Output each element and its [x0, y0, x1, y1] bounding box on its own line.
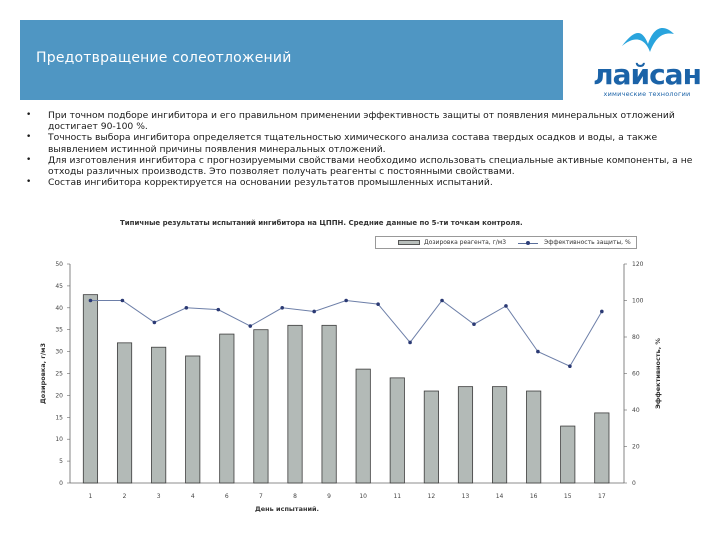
y2-tick-label: 120 — [632, 261, 644, 268]
efficiency-point — [344, 299, 348, 303]
efficiency-point — [440, 299, 444, 303]
efficiency-point — [280, 306, 284, 310]
x-tick-label: 2 — [122, 493, 127, 500]
legend-label-efficiency: Эффективность защиты, % — [544, 239, 631, 246]
efficiency-point — [504, 304, 508, 308]
bar — [322, 325, 336, 483]
bar — [356, 369, 370, 483]
efficiency-line — [90, 301, 601, 367]
list-item: • Точность выбора ингибитора определяется тщательностью химического анализа состава твердых осадков и воды, а также выявлением истинной причины появления минеральных отложений. — [26, 132, 658, 155]
y2-tick-label: 80 — [632, 334, 640, 341]
x-tick-label: 6 — [224, 493, 229, 500]
y-tick-label: 40 — [55, 304, 63, 312]
bullet-marker: • — [26, 154, 32, 165]
logo-wordmark: лайсан — [593, 58, 701, 91]
y-tick-label: 5 — [59, 458, 63, 466]
efficiency-point — [217, 308, 221, 312]
x-tick-label: 15 — [563, 493, 572, 500]
bullet-marker: • — [26, 177, 32, 188]
list-item: • При точном подборе ингибитора и его правильном применении эффективность защиты от появления минеральных отложений достигает 90-100 %. — [26, 110, 675, 133]
list-item: • Для изготовления ингибитора с прогнозируемыми свойствами необходимо использовать специальные активные компоненты, а не отходы различных производств. Это позволяет получать реагенты с постоянными свойствами. — [26, 154, 693, 178]
page-title: Предотвращение солеотложений — [36, 50, 292, 66]
efficiency-point — [568, 364, 572, 368]
logo-tagline: химические технологии — [603, 90, 691, 98]
bullet-marker: • — [26, 110, 32, 120]
x-tick-label: 10 — [359, 493, 368, 500]
efficiency-point — [408, 341, 412, 345]
x-axis-label: День испытаний. — [254, 505, 320, 513]
y2-tick-label: 0 — [632, 480, 636, 487]
efficiency-point — [376, 302, 380, 306]
x-tick-label: 16 — [529, 493, 538, 500]
x-tick-label: 7 — [259, 493, 263, 500]
x-tick-label: 4 — [190, 493, 195, 500]
y-tick-label: 20 — [55, 392, 63, 400]
efficiency-point — [600, 310, 604, 314]
bar — [254, 330, 268, 483]
bar — [220, 334, 234, 483]
bar — [595, 413, 609, 483]
bar — [83, 295, 97, 483]
efficiency-point — [536, 350, 540, 354]
bar — [390, 378, 404, 483]
bar — [186, 356, 200, 483]
x-tick-label: 8 — [293, 493, 297, 500]
bar — [458, 387, 472, 483]
x-tick-label: 14 — [495, 493, 504, 500]
x-tick-label: 9 — [327, 493, 332, 500]
bar — [526, 391, 540, 483]
y2-tick-label: 40 — [632, 407, 640, 414]
bar — [151, 347, 165, 483]
y-tick-label: 10 — [55, 436, 63, 444]
y-tick-label: 15 — [55, 414, 63, 422]
bar — [561, 426, 575, 483]
legend-label-dosage: Дозировка реагента, г/м3 — [424, 239, 507, 246]
bullet-marker: • — [26, 132, 32, 143]
y-tick-label: 25 — [55, 370, 63, 378]
x-tick-label: 13 — [461, 493, 470, 500]
x-tick-label: 17 — [598, 493, 606, 500]
efficiency-point — [248, 324, 252, 328]
x-tick-label: 12 — [427, 493, 436, 500]
efficiency-point — [89, 299, 93, 303]
y-tick-label: 30 — [55, 348, 63, 356]
y-tick-label: 35 — [55, 326, 63, 334]
y2-tick-label: 100 — [632, 297, 644, 305]
x-tick-label: 1 — [88, 493, 93, 500]
bar — [288, 325, 302, 483]
y2-tick-label: 20 — [632, 443, 640, 451]
x-tick-label: 3 — [156, 493, 161, 500]
y2-tick-label: 60 — [632, 370, 640, 378]
efficiency-point — [153, 321, 157, 325]
y-axis-label: Дозировка, г/м3 — [39, 343, 47, 404]
bar — [117, 343, 131, 483]
y-tick-label: 50 — [55, 261, 63, 268]
y-tick-label: 0 — [59, 480, 63, 487]
list-item: • Состав ингибитора корректируется на основании результатов промышленных испытаний. — [26, 177, 493, 189]
efficiency-point — [472, 322, 476, 326]
efficiency-point — [312, 310, 316, 314]
bar — [424, 391, 438, 483]
x-tick-label: 11 — [393, 493, 402, 500]
y-tick-label: 45 — [55, 282, 63, 290]
efficiency-point — [121, 299, 125, 303]
chart-title: Типичные результаты испытаний ингибитора на ЦППН. Средние данные по 5-ти точкам контроля. — [120, 219, 523, 227]
bar — [492, 387, 506, 483]
y2-axis-label: Эффективность, % — [654, 338, 662, 409]
efficiency-point — [185, 306, 189, 310]
